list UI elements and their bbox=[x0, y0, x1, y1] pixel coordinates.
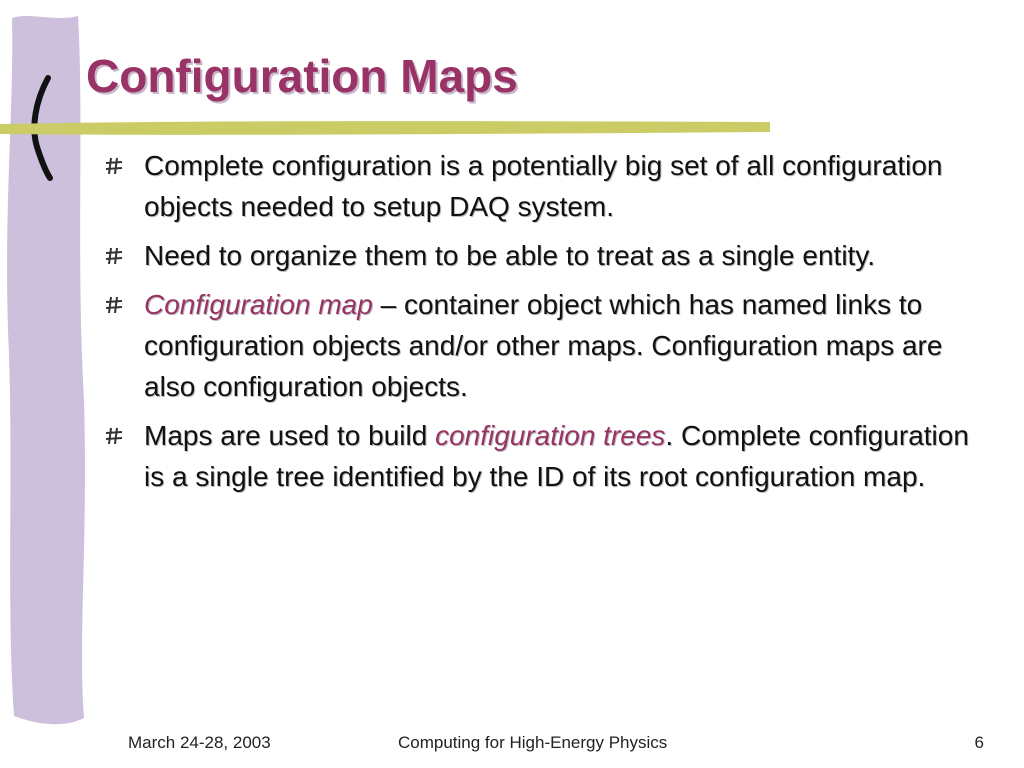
bullet-mid-emphasis: configuration trees bbox=[435, 420, 666, 451]
footer-date: March 24-28, 2003 bbox=[128, 733, 271, 752]
footer-page-number: 6 bbox=[974, 733, 984, 752]
hash-bullet-icon bbox=[104, 245, 124, 267]
footer-conference: Computing for High-Energy Physics bbox=[398, 733, 668, 752]
bullet-lead-emphasis: Configuration map bbox=[144, 289, 373, 320]
slide-title: Configuration Maps bbox=[86, 50, 518, 102]
bullet-text: Need to organize them to be able to treat as a single entity. bbox=[144, 240, 876, 271]
bullet-text: Complete configuration is a potentially big set of all configuration objects needed to setup DAQ system. bbox=[144, 150, 943, 222]
bullet-item-4 bbox=[104, 415, 994, 497]
bullet-text: Maps are used to build bbox=[144, 420, 436, 451]
hash-bullet-icon bbox=[104, 294, 124, 316]
bullet-item-1 bbox=[104, 145, 994, 227]
hash-bullet-icon bbox=[104, 425, 124, 447]
bullet-item-2 bbox=[104, 235, 994, 276]
bullet-item-3 bbox=[104, 284, 994, 407]
title-underline-bar bbox=[0, 118, 780, 140]
left-decorative-band bbox=[0, 0, 100, 768]
bullet-text: – container object which has named links to configuration objects and/or other maps. Configuration maps are also configuration objects. bbox=[144, 289, 943, 402]
bullet-list bbox=[104, 145, 994, 505]
bullet-tail: . Complete configuration is a single tree identified by the ID of its root configuration map. bbox=[144, 420, 969, 492]
hash-bullet-icon bbox=[104, 155, 124, 177]
